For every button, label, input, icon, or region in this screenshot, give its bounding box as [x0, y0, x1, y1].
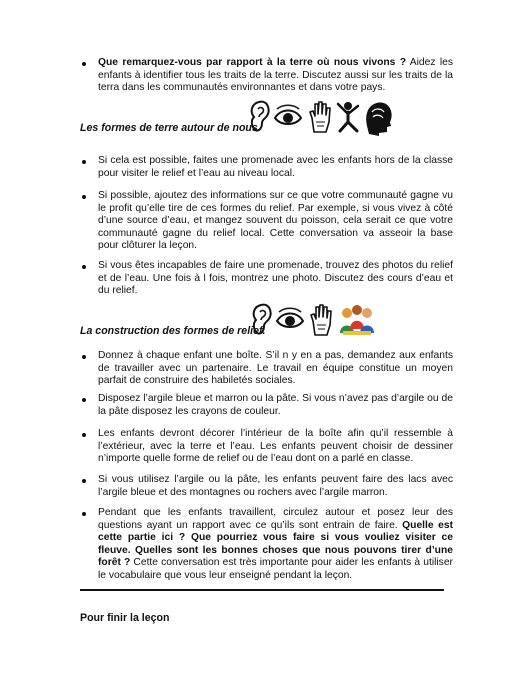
list-item: Disposez l’argile bleue et marron ou la pâte. Si vous n’avez pas d’argile ou de la pâte disposez les crayons de couleur.	[98, 393, 453, 417]
list-item: Si vous êtes incapables de faire une promenade, trouvez des photos du relief et de l’eau. Une fois à l fois, montrez une photo. Discutez des cours d’eau et du relief.	[98, 260, 453, 297]
list-item: Les enfants devront décorer l’intérieur de la boîte afin qu’il ressemble à l’extérieur, avec la terre et l’eau. Les enfants peuvent choisir de dessiner n’importe quelle forme de relief ou de l’eau dont on a parlé en classe.	[98, 428, 453, 465]
item-text: Pendant que les enfants travaillent, circulez autour et posez leur des questions ayant un rapport avec ce qu’ils sont entrain de faire.	[98, 507, 453, 531]
list-item	[98, 57, 453, 95]
eye-icon	[273, 100, 303, 134]
list-item: Si cela est possible, faites une promenade avec les enfants hors de la classe pour visiter le relief et l’eau au niveau local.	[98, 155, 453, 179]
head-icon	[363, 100, 393, 136]
ear-icon	[251, 303, 273, 337]
group-icon	[337, 303, 377, 337]
list-item: Donnez à chaque enfant une boîte. S’il n y en a pas, demandez aux enfants de travailler avec un partenaire. Le travail en équipe constitue un moyen parfait de construire des habiletés sociales.	[98, 350, 453, 387]
list-item: Si possible, ajoutez des informations sur ce que votre communauté gagne vu le profit qu’elle tire de ces formes du relief. Par exemple, si vous vivez à côté d’une source d’eau, et mangez souvent du poisson, cela serait ce que votre communauté gagne du relief local. Cette conversation va asseoir la base pour clôturer la leçon.	[98, 190, 453, 252]
question-text: Quelle est cette partie ici ? Que pourriez vous faire si vous vouliez visiter ce fleuve. Quelles sont les bonnes choses que nous pouvons tirer d’une forêt ?	[98, 519, 454, 569]
item-text: Aidez les enfants à identifier tous les traits de la terre. Discutez aussi sur les traits de la terra dans les communautés environnantes et dans votre pays.	[98, 57, 453, 94]
list-item: Si vous utilisez l’argile ou la pâte, les enfants peuvent faire des lacs avec l’argile bleue et des montagnes ou rochers avec l’argile marron.	[98, 474, 453, 498]
section-divider	[80, 589, 444, 591]
movement-icon	[335, 100, 361, 134]
ear-icon	[249, 100, 271, 134]
list-item	[98, 507, 453, 583]
section-heading: La construction des formes de relief.	[80, 325, 266, 337]
eye-icon	[275, 303, 305, 337]
item-text: Cette conversation est très importante pour aider les enfants à utiliser le vocabulaire que vous leur enseigné pendant la leçon.	[98, 557, 453, 581]
section-heading: Les formes de terre autour de nous.	[80, 122, 261, 134]
question-text: Que remarquez-vous par rapport à la terre où nous vivons ?	[98, 57, 407, 68]
hand-icon	[308, 303, 334, 337]
hand-icon	[307, 100, 333, 134]
section-heading: Pour finir la leçon	[80, 612, 170, 624]
